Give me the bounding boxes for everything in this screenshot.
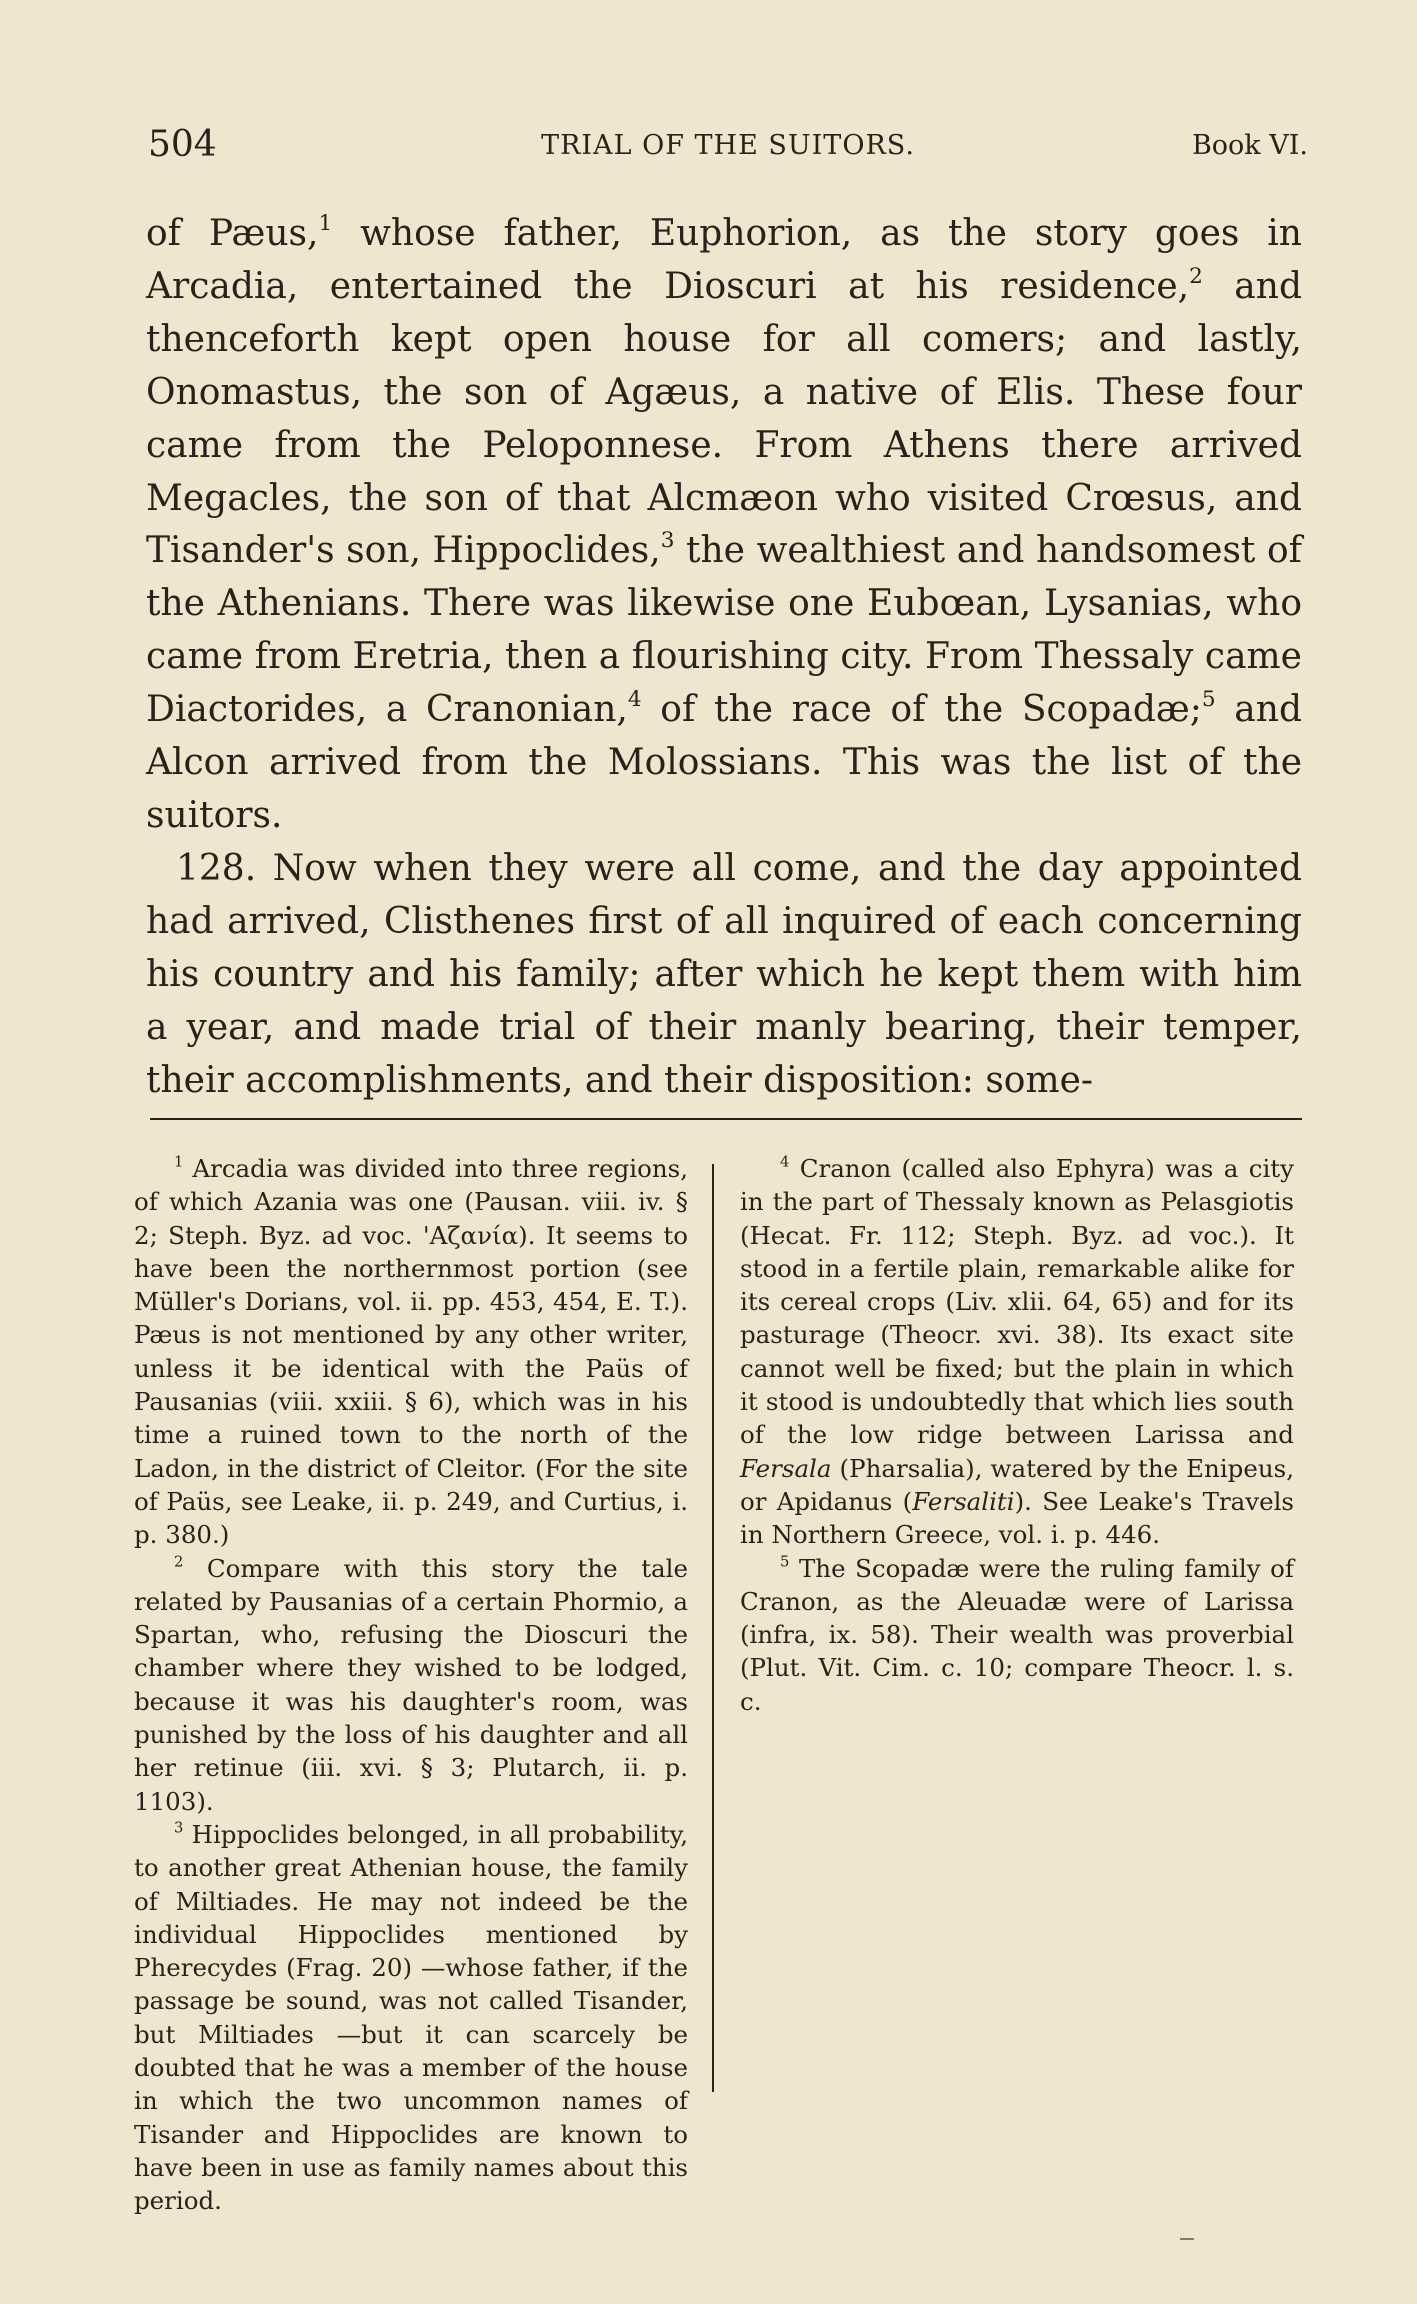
footnote-ref-2: 2 [1189, 263, 1203, 289]
page-header [148, 120, 1308, 170]
footnote-ref-3: 3 [660, 528, 675, 554]
footnote-4: $^4$ Cranon (called also Ephyra) was a city in the part of Thessaly known as Pelasgiotis (Hecat. Fr. 112; Steph. Byz. ad voc.). It stood in a fertile plain, remarkable alike for its cereal crops (Liv. xlii. 64, 65) and for its pasturage (Theocr. xvi. 38). Its exact site cannot well be fixed; but the plain in which it stood is undoubtedly that which lies south of the low ridge between Larissa and Fersala (Pharsalia), watered by the Enipeus, or Apidanus (Fersaliti). See Leake's Travels in Northern Greece, vol. i. p. 446. [740, 1153, 1294, 1550]
footnote-2: $^2$ Compare with this story the tale related by Pausanias of a certain Phormio, a Spartan, who, refusing the Dioscuri the chamber where they wished to be lodged, because it was his daughter's room, was punished by the loss of his daughter and all her retinue (iii. xvi. § 3; Plutarch, ii. p. 1103). [134, 1553, 688, 1816]
footnote-rule [150, 1118, 1302, 1120]
page-number: 504 [148, 124, 217, 165]
footnote-column-left [134, 1152, 688, 2218]
footnote-ref-4: 4 [627, 687, 642, 713]
footnote-1: $^1$ Arcadia was divided into three regions, of which Azania was one (Pausan. viii. iv. § 2; Steph. Byz. ad voc. 'Aζανία). It seems to have been the northernmost portion (see Müller's Dorians, vol. ii. pp. 453, 454, E. T.). Pæus is not mentioned by any other writer, unless it be identical with the Paüs of Pausanias (viii. xxiii. § 6), which was in his time a ruined town to the north of the Ladon, in the district of Cleitor. (For the site of Paüs, see Leake, ii. p. 249, and Curtius, i. p. 380.) [134, 1153, 688, 1550]
column-divider [712, 1164, 714, 2092]
footnote-3: $^3$ Hippoclides belonged, in all probability, to another great Athenian house, the family of Miltiades. He may not indeed be the individual Hippoclides mentioned by Pherecydes (Frag. 20) —whose father, if the passage be sound, was not called Tisander, but Miltiades —but it can scarcely be doubted that he was a member of the house in which the two uncommon names of Tisander and Hippoclides are known to have been in use as family names about this period. [134, 1819, 688, 2216]
paper-speck [1180, 2238, 1194, 2240]
footnote-ref-5: 5 [1201, 687, 1216, 713]
paragraph: of Pæus,$^1$ whose father, Euphorion, as the story goes in Arcadia, entertained the Dioscuri at his residence,$^2$ and thenceforth kept open house for all comers; and lastly, Onomastus, the son of Agæus, a native of Elis. These four came from the Peloponnese. From Athens there arrived Megacles, the son of that Alcmæon who visited Crœsus, and Tisander's son, Hippoclides,$^3$ the wealthiest and handsomest of the Athenians. There was likewise one Eubœan, Lysanias, who came from Eretria, then a flourishing city. From Thessaly came Diactorides, a Cranonian,$^4$ of the race of the Scopadæ;$^5$ and Alcon arrived from the Molossians. This was the list of the suitors. [146, 210, 1302, 836]
footnote-ref-1: 1 [318, 210, 333, 236]
paragraph-128: 128. Now when they were all come, and the day appointed had arrived, Clisthenes first of all inquired of each concerning his country and his family; after which he kept them with him a year, and made trial of their manly bearing, their temper, their accomplishments, and their disposition: some- [146, 847, 1302, 1101]
footnotes [134, 1152, 1296, 2216]
footnote-5: $^5$ The Scopadæ were the ruling family of Cranon, as the Aleuadæ were of Larissa (infra, ix. 58). Their wealth was proverbial (Plut. Vit. Cim. c. 10; compare Theocr. l. s. c. [740, 1553, 1294, 1716]
running-title: TRIAL OF THE SUITORS. [541, 130, 915, 161]
book-label: Book VI. [1191, 130, 1308, 161]
main-text [146, 208, 1302, 1107]
footnote-column-right [740, 1152, 1294, 1718]
